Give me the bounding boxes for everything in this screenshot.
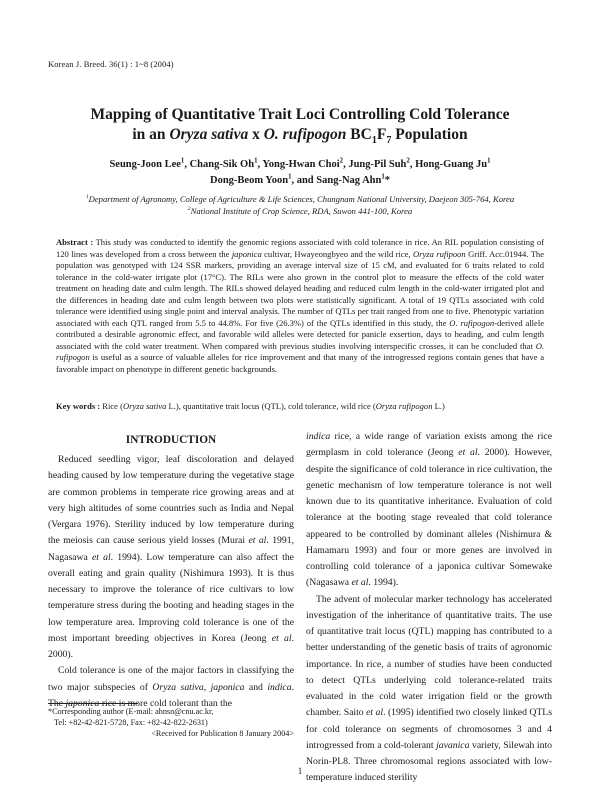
author-name: Jung-Pil Suh: [348, 159, 407, 170]
title-subscript: 7: [386, 135, 392, 147]
author-affiliation-marker: 2: [406, 157, 410, 165]
text-run: . The: [48, 681, 294, 709]
italic-text: Oryza rufipogon: [375, 401, 433, 411]
right-column: [306, 429, 552, 787]
abstract-body: [56, 237, 544, 374]
author-name: Chang-Sik Oh: [189, 159, 255, 170]
paragraph: [48, 663, 294, 712]
author-affiliation-marker: 1: [254, 157, 258, 165]
text-run: Griff. Acc.01944. The population was genotyped with 124 SSR markers, providing an average interval size of 15 cM, and evaluated for 6 traits related to cold tolerance in the cold-water irrigate plot (17°C). The RILs were also grown in the control plot to measure the effects of the cold water treatment on heading date and culm length. The RILs showed delayed heading and reduced culm length in the cold-water irrigated plot and the differences in heading date and culm length between two plots were statistically significant. A total of 19 QTLs associated with cold tolerance were identified using single point and interval analysis. The number of QTLs per trait ranged from one to five. Phenotypic variation associated with each QTL ranged from 5.5 to 44.8%. For five (26.3%) of the QTLs identified in this study, the: [56, 248, 544, 328]
footnote-contact: Tel: +82-42-821-5728, Fax: +82-42-822-2631): [54, 718, 208, 727]
text-run: cultivar, Hwayeongbyeo and the wild rice,: [261, 248, 413, 259]
italic-text: et al: [271, 632, 292, 644]
italic-text: javanica: [436, 739, 470, 751]
title-text: Population: [391, 126, 468, 143]
text-run: Rice (: [100, 401, 123, 411]
text-run: L.), quantitative trait locus (QTL), cold tolerance, wild rice (: [166, 401, 376, 411]
title-species: Oryza sativa: [169, 126, 249, 143]
author-name: Yong-Hwan Choi: [262, 159, 340, 170]
text-run: Cold tolerance is one of the major factors in classifying the two major subspecies of: [48, 665, 294, 693]
text-run: and: [244, 681, 268, 693]
title-subscript: 1: [371, 135, 377, 147]
text-run: . (1995) identified two closely linked QTLs for cold tolerance on segments of chromosomes 3 and 4 introgressed from a cold-tolerant: [306, 707, 552, 751]
journal-reference: Korean J. Breed. 36(1) : 1~8 (2004): [48, 59, 174, 69]
author-separator: , and: [291, 175, 317, 186]
italic-text: O. rufipogon: [449, 317, 495, 328]
keywords: [56, 400, 544, 412]
text-run: . 2000). However, despite the significance of cold tolerance in rice cultivation, the genetic mechanism of low temperature tolerance is not well known due to its quantitative inheritance. Evaluation of cold tolerance at the booting stage revealed that cold tolerance appeared to be controlled by dominant alleles (Nishimura & Hamamaru 1993) and four or more genes are involved in controlling cold tolerance of a japonica cultivar Somewake (Nagasawa: [306, 447, 552, 589]
text-run: is useful as a source of valuable alleles for rice improvement and that many of the introgressed regions contain genes that have a favorable impact on phenotype in different genetic backgrounds.: [56, 352, 544, 375]
right-column-body: [306, 429, 552, 787]
text-run: . 1994).: [368, 577, 399, 589]
italic-text: et al: [91, 551, 111, 563]
text-run: This study was conducted to identify the genomic regions associated with cold tolerance in rice. An RIL population consisting of 120 lines was developed from a cross between the: [56, 237, 544, 259]
italic-text: et al: [366, 707, 384, 719]
author-separator: ,: [343, 159, 349, 170]
italic-text: japonica: [210, 681, 245, 693]
text-run: The advent of molecular marker technology has accelerated investigation of the inheritance of quantitative traits. The use of quantitative trait locus (QTL) mapping has contributed to a better understanding of the genetic basis of traits of agronomic importance. In rice, a number of studies have been conducted to detect QTLs underlying cold tolerance-related traits evaluated in the cold water irrigation field or the growth chamber. Saito: [306, 593, 552, 719]
author-affiliation-marker: 2: [339, 157, 344, 165]
affiliation-marker: 2: [187, 206, 191, 213]
keywords-body: [100, 401, 445, 411]
title-text: x: [248, 126, 264, 143]
text-run: variety, Silewah into Norin-PL8. Three chromosomal regions associated with low-temperature induced sterility: [306, 739, 553, 784]
italic-text: O. rufipogon: [56, 340, 544, 363]
author-separator: ,: [257, 159, 263, 170]
footnote-divider: [48, 703, 138, 704]
author-line-1: [30, 157, 570, 173]
italic-text: Oryza sativa: [122, 401, 167, 411]
italic-text: indica: [306, 431, 331, 442]
text-run: Reduced seedling vigor, leaf discoloration and delayed heading caused by low temperature during the vegetative stage are common problems in temperate rice growing areas and at very high altitudes of some countries such as India and Nepal (Vergara 1976). Sterility induced by low temperature during the meiosis can cause serious yield losses (Murai: [48, 454, 294, 547]
left-column-body: [48, 452, 294, 712]
title-species: O. rufipogon: [263, 126, 347, 143]
paragraph: [306, 592, 552, 787]
affiliations: [30, 193, 570, 217]
affiliation-text: National Institute of Crop Science, RDA, Suwon 441-100, Korea: [190, 206, 413, 216]
title-line-1: Mapping of Quantitative Trait Loci Controlling Cold Tolerance: [90, 106, 510, 123]
paragraph: [48, 452, 294, 663]
text-run: -derived allele contributed a desirable agronomic effect, and favorable wild alleles were detected for panicle exsertion, days to heading, and culm length associated with the cold water treatment. When compared with previous studies involving interspecific crosses, it can be concluded that: [56, 317, 544, 351]
author-affiliation-marker: 1: [381, 173, 385, 181]
paper-title: [30, 105, 570, 145]
affiliation-text: Department of Agronomy, College of Agriculture & Life Sciences, Chungnam National University, Daejeon 305-764, Korea: [88, 194, 515, 204]
text-run: . 1991, Nagasawa: [48, 535, 295, 563]
title-line-2: [30, 125, 570, 145]
italic-text: Oryza sativa: [152, 681, 204, 693]
italic-text: japonica: [231, 248, 262, 259]
text-run: . 2000).: [48, 632, 295, 660]
text-run: ,: [203, 681, 211, 693]
section-heading-introduction: INTRODUCTION: [125, 434, 217, 446]
left-column: [48, 428, 294, 712]
italic-text: Oryza rufipoon: [412, 248, 466, 259]
footnote-corresponding: *Corresponding author (E-mail: ahnsn@cnu.ac.kr,: [48, 707, 214, 716]
affiliation-2: [30, 205, 570, 217]
author-name: Hong-Guang Ju: [415, 159, 488, 170]
abstract-label: Abstract :: [56, 237, 94, 247]
italic-text: indica: [267, 681, 292, 693]
italic-text: et al: [248, 535, 267, 547]
author-affiliation-marker: 1: [180, 157, 185, 165]
abstract: [56, 237, 544, 376]
author-separator: *: [384, 175, 391, 186]
text-run: rice is more cold tolerant than the: [99, 697, 233, 709]
received-date: <Received for Publication 8 January 2004>: [151, 729, 294, 738]
author-affiliation-marker: 1: [288, 173, 292, 181]
author-line-2: [30, 173, 570, 189]
affiliation-1: [30, 193, 570, 205]
author-list: [30, 157, 570, 189]
page-number: 1: [297, 766, 303, 776]
author-name: Seung-Joon Lee: [109, 159, 181, 170]
affiliation-marker: 1: [85, 194, 89, 201]
text-run: L.): [432, 401, 445, 411]
author-name: Sang-Nag Ahn: [316, 175, 382, 186]
italic-text: japonica: [65, 697, 100, 709]
author-separator: ,: [184, 159, 190, 170]
author-separator: ,: [409, 159, 416, 170]
paragraph: [306, 429, 552, 592]
italic-text: et al: [351, 577, 369, 589]
title-text: in an: [132, 126, 170, 143]
italic-text: et al: [458, 447, 478, 459]
keywords-label: Key words :: [56, 401, 101, 411]
text-run: rice, a wide range of variation exists among the rice germplasm in cold tolerance (Jeong: [306, 431, 552, 459]
author-affiliation-marker: 1: [487, 157, 491, 165]
footnote: [48, 706, 294, 739]
title-text: F: [376, 126, 387, 143]
title-text: BC: [346, 126, 372, 143]
author-name: Dong-Beom Yoon: [209, 175, 289, 186]
text-run: . 1994). Low temperature can also affect the overall eating and grain quality (Nishimura 1993). It is thus necessary to improve the tolerance of rice cultivars to low temperature stress during the booting and heading stages in the low temperature area. Improving cold tolerance is one of the most important breeding objectives in Korea (Jeong: [48, 551, 294, 644]
